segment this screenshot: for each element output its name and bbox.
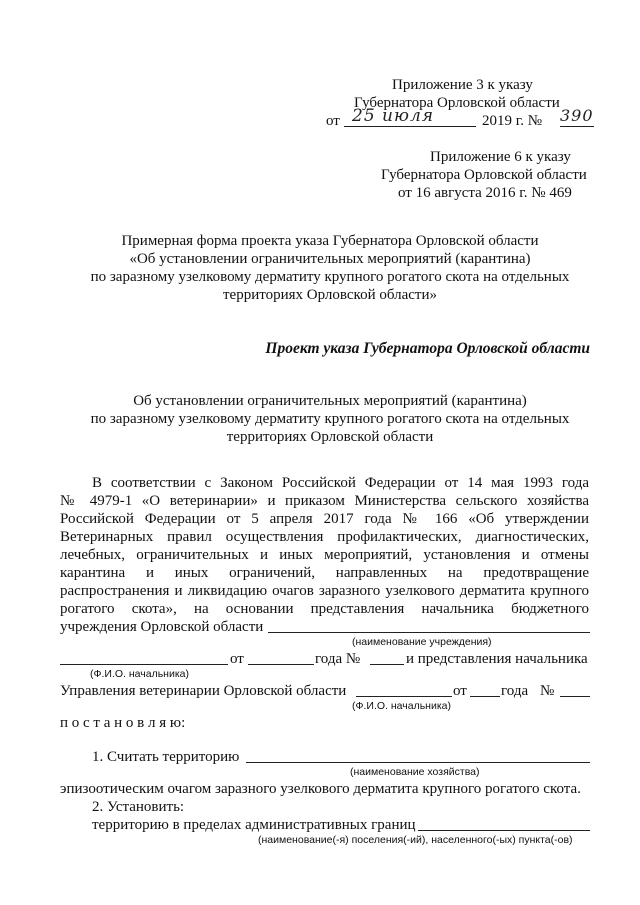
form-title-line2: «Об установлении ограничительных мероприятий (карантина) — [129, 251, 531, 267]
settlement-blank — [418, 830, 590, 831]
body-line-3: Российской Федерации от 5 апреля 2017 года № 166 «Об утверждении — [60, 511, 589, 527]
decree-title-line2: по заразному узелковому дерматиту крупного рогатого скота на отдельных — [90, 411, 570, 427]
name-blank-1 — [60, 664, 228, 665]
institution-blank — [268, 632, 590, 633]
number-blank-2 — [560, 696, 590, 697]
vet-year: года — [501, 683, 529, 699]
date-underline — [344, 126, 476, 127]
item1-label: 1. Считать территорию — [92, 749, 240, 765]
appendix3-from-label: от — [326, 113, 340, 129]
hint-settlement: (наименование(-я) поселения(-ий), населенного(-ых) пункта(-ов) — [258, 834, 573, 846]
decree-word: п о с т а н о в л я ю: — [60, 715, 186, 731]
body-line-7: распространения и ликвидацию очагов заразного узелкового дерматита крупного — [60, 583, 589, 599]
appendix6-line1: Приложение 6 к указу — [430, 149, 571, 165]
line-from: от — [230, 651, 244, 667]
appendix6-line2: Губернатора Орловской области — [381, 167, 587, 183]
item2-label: 2. Установить: — [92, 799, 185, 815]
body-line-5: лечебных, ограничительных и иных мероприятий, установления и отмены — [60, 547, 589, 563]
decree-title-line3: территориях Орловской области — [226, 429, 434, 445]
handwritten-number: 390 — [560, 106, 594, 125]
line-year-num: года № — [315, 651, 361, 667]
form-title-line1: Примерная форма проекта указа Губернатора Орловской области — [121, 233, 539, 249]
item1-continuation: эпизоотическим очагом заразного узелкового дерматита крупного рогатого скота. — [60, 781, 581, 797]
form-title-line3: по заразному узелковому дерматиту крупного рогатого скота на отдельных — [90, 269, 570, 285]
line-and-repr: и представления начальника — [406, 651, 588, 667]
hint-fio-1: (Ф.И.О. начальника) — [90, 668, 190, 680]
body-line-2: № 4979-1 «О ветеринарии» и приказом Министерства сельского хозяйства — [60, 493, 589, 509]
body-line-4: Ветеринарных правил осуществления профилактических, диагностических, — [60, 529, 589, 545]
vet-admin-label: Управления ветеринарии Орловской области — [60, 683, 347, 699]
number-blank-1 — [370, 664, 404, 665]
handwritten-date: 25 июля — [352, 106, 435, 126]
hint-institution: (наименование учреждения) — [352, 636, 492, 648]
decree-title-line1: Об установлении ограничительных мероприятий (карантина) — [133, 393, 527, 409]
draft-heading: Проект указа Губернатора Орловской области — [265, 340, 590, 357]
date-blank-2 — [470, 696, 500, 697]
vet-from: от — [453, 683, 467, 699]
vet-num: № — [540, 683, 555, 699]
appendix6-line3: от 16 августа 2016 г. № 469 — [398, 185, 572, 201]
item2-text: территорию в пределах административных границ — [92, 817, 416, 833]
date-blank-1 — [248, 664, 314, 665]
institution-label: учреждения Орловской области — [60, 619, 264, 635]
hint-fio-2: (Ф.И.О. начальника) — [352, 700, 452, 712]
body-line-6: карантина и иных ограничений, направленных на предотвращение — [60, 565, 589, 581]
appendix3-line2: Губернатора Орловской области — [354, 95, 560, 111]
number-underline — [560, 126, 594, 127]
farm-blank — [246, 762, 590, 763]
form-title-line4: территориях Орловской области» — [223, 287, 437, 303]
appendix3-line1: Приложение 3 к указу — [392, 77, 533, 93]
appendix3-year-num: 2019 г. № — [482, 113, 543, 129]
name-blank-2 — [356, 696, 452, 697]
hint-farm: (наименование хозяйства) — [350, 766, 480, 778]
body-line-8: рогатого скота», на основании представления начальника бюджетного — [60, 601, 589, 617]
body-line-1: В соответствии с Законом Российской Федерации от 14 мая 1993 года — [92, 475, 589, 491]
